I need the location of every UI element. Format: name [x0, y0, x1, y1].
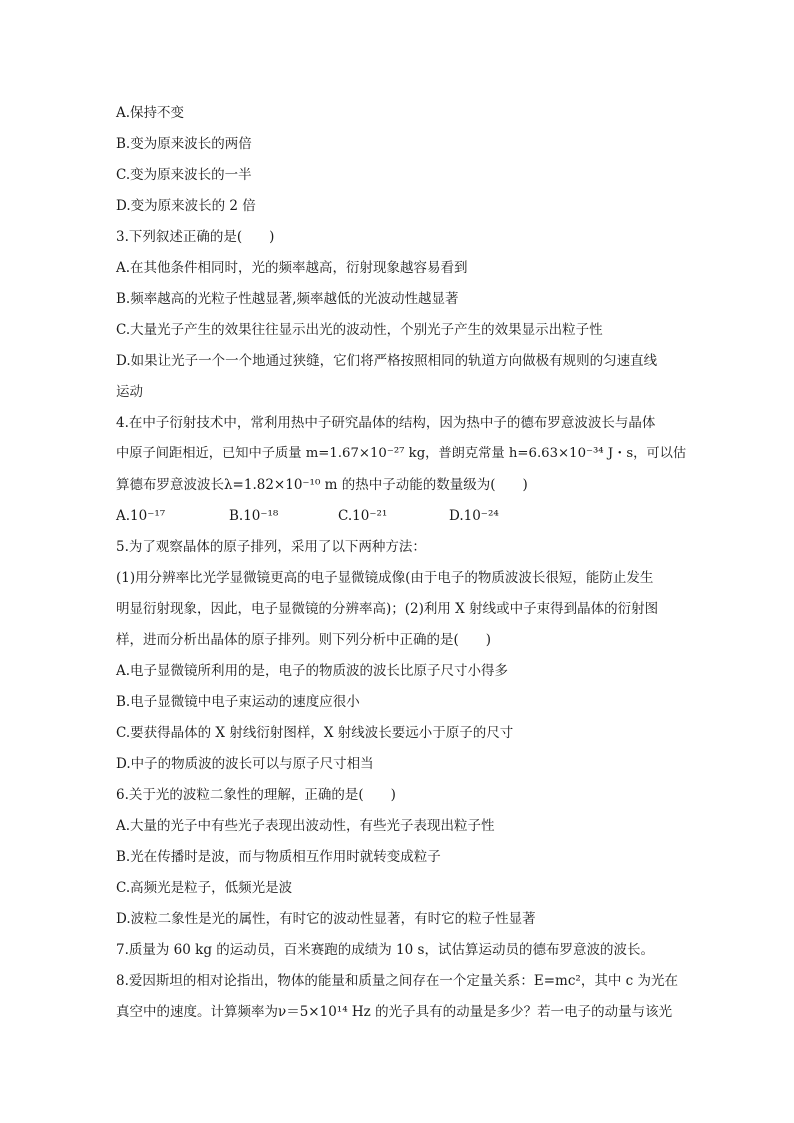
q4-options-row	[116, 506, 686, 526]
q4-option-b: B.10⁻¹⁸	[229, 508, 279, 524]
q5-stem-line-2: (1)用分辨率比光学显微镜更高的电子显微镜成像(由于电子的物质波波长很短，能防止发生	[116, 570, 654, 586]
q7-stem: 7.质量为 60 kg 的运动员，百米赛跑的成绩为 10 s，试估算运动员的德布罗意波的波长。	[116, 942, 654, 958]
q3-option-d: D.如果让光子一个一个地通过狭缝，它们将严格按照相同的轨道方向做极有规则的匀速直线	[116, 353, 658, 369]
q5-option-a: A.电子显微镜所利用的是，电子的物质波的波长比原子尺寸小得多	[116, 663, 509, 679]
prev-option-b: B.变为原来波长的两倍	[116, 136, 252, 152]
q5-option-d: D.中子的物质波的波长可以与原子尺寸相当	[116, 756, 374, 772]
q4-option-c: C.10⁻²¹	[338, 508, 388, 524]
q5-option-b: B.电子显微镜中电子束运动的速度应很小	[116, 694, 360, 710]
q6-option-d: D.波粒二象性是光的属性，有时它的波动性显著，有时它的粒子性显著	[116, 911, 536, 927]
q5-stem-line-3: 明显衍射现象，因此，电子显微镜的分辨率高)；(2)利用 X 射线或中子束得到晶体的衍射图	[116, 601, 659, 617]
q5-stem-line-4: 样，进而分析出晶体的原子排列。则下列分析中正确的是( )	[116, 632, 492, 648]
q6-option-a: A.大量的光子中有些光子表现出波动性，有些光子表现出粒子性	[116, 818, 495, 834]
q3-option-b: B.频率越高的光粒子性越显著,频率越低的光波动性越显著	[116, 291, 459, 307]
q4-option-a: A.10⁻¹⁷	[116, 508, 166, 524]
prev-option-a: A.保持不变	[116, 105, 185, 121]
q6-option-b: B.光在传播时是波，而与物质相互作用时就转变成粒子	[116, 849, 441, 865]
q8-stem-line-2: 真空中的速度。计算频率为ν＝5×10¹⁴ Hz 的光子具有的动量是多少？若一电子的动量与该光	[116, 1004, 673, 1020]
q3-option-a: A.在其他条件相同时，光的频率越高，衍射现象越容易看到	[116, 260, 468, 276]
q4-stem-line-3: 算德布罗意波波长λ=1.82×10⁻¹⁰ m 的热中子动能的数量级为( )	[116, 477, 528, 493]
prev-option-c: C.变为原来波长的一半	[116, 167, 252, 183]
prev-option-d: D.变为原来波长的 2 倍	[116, 198, 256, 214]
q8-stem-line-1: 8.爱因斯坦的相对论指出，物体的能量和质量之间存在一个定量关系：E=mc²，其中 c 为光在	[116, 973, 678, 989]
q3-stem: 3.下列叙述正确的是( )	[116, 229, 275, 245]
q4-stem-line-2: 中原子间距相近，已知中子质量 m=1.67×10⁻²⁷ kg，普朗克常量 h=6.63×10⁻³⁴ J・s，可以估	[116, 446, 687, 461]
q3-option-d-cont: 运动	[116, 384, 143, 400]
q3-option-c: C.大量光子产生的效果往往显示出光的波动性，个别光子产生的效果显示出粒子性	[116, 322, 603, 338]
q6-option-c: C.高频光是粒子，低频光是波	[116, 880, 293, 896]
q5-option-c: C.要获得晶体的 X 射线衍射图样，X 射线波长要远小于原子的尺寸	[116, 725, 514, 741]
q6-stem: 6.关于光的波粒二象性的理解，正确的是( )	[116, 787, 396, 803]
q4-stem-line-1: 4.在中子衍射技术中，常利用热中子研究晶体的结构，因为热中子的德布罗意波波长与晶体	[116, 415, 656, 431]
q4-option-d: D.10⁻²⁴	[449, 508, 499, 524]
q5-stem-line-1: 5.为了观察晶体的原子排列，采用了以下两种方法：	[116, 539, 426, 555]
